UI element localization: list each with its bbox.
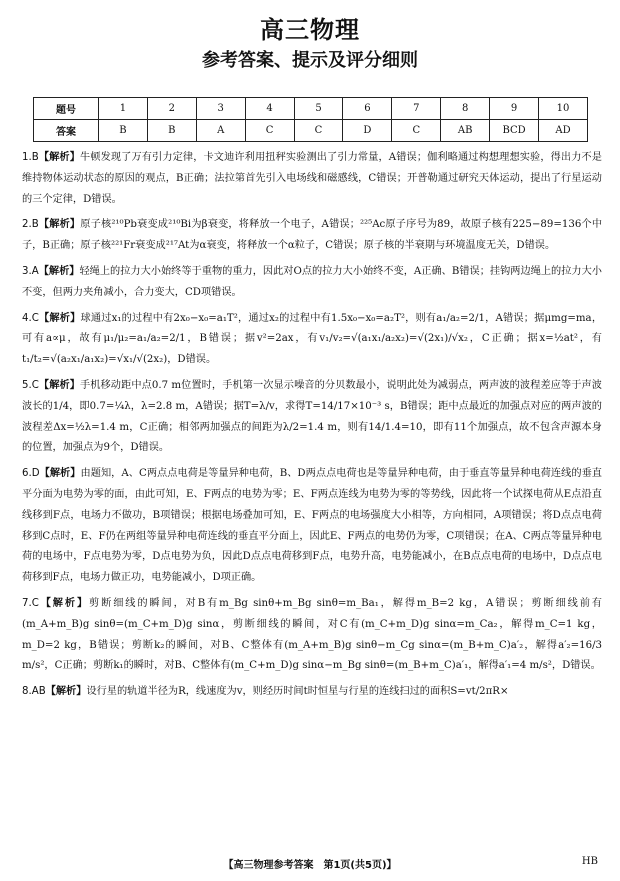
page-subtitle: 参考答案、提示及评分细则 — [202, 50, 418, 71]
solution-number: 5.C — [22, 379, 39, 391]
solution-number: 3.A — [22, 265, 39, 277]
question-number: 4 — [245, 98, 294, 120]
solution-text: 球通过x₁的过程中有2x₀−x₀=a₁T²，通过x₂的过程中有1.5x₀−x₀=a₂T²，则有a₁/a₂=2/1，A错误；据μmg=ma，可有a∝μ，故有μ₁/μ₂=a₁/a₂=2/1，B错误；据v²=2ax，有v₁/v₂=√(a₁x₁/a₂x₂)=√(2x₁)/√x₂，C正确；据x=½at²，有t₁/t₂=√(a₂x₁/a₁x₂)=√x₁/√(2x₂)，D错误。 — [22, 312, 603, 366]
answer-cell: AD — [539, 120, 588, 142]
analysis-tag: 【解析】 — [39, 468, 81, 480]
question-number: 3 — [196, 98, 245, 120]
solution-item — [22, 262, 602, 304]
answer-cell: B — [147, 120, 196, 142]
analysis-tag: 【解析】 — [38, 312, 81, 324]
question-number: 5 — [294, 98, 343, 120]
analysis-tag: 【解析】 — [38, 379, 80, 391]
question-number: 10 — [539, 98, 588, 120]
solution-item — [22, 148, 602, 210]
analysis-tag: 【解析】 — [38, 219, 81, 231]
solution-item — [22, 682, 602, 703]
answer-cell: AB — [441, 120, 490, 142]
analysis-tag: 【解析】 — [38, 597, 90, 609]
question-number: 7 — [392, 98, 441, 120]
answer-table-answer-row — [34, 120, 588, 142]
answer-cell: A — [196, 120, 245, 142]
solution-number: 7.C — [22, 597, 39, 609]
question-number-label: 题号 — [34, 98, 99, 120]
solution-number: 2.B — [22, 219, 39, 231]
page-title: 高三物理 — [260, 16, 360, 44]
solution-text: 牛顿发现了万有引力定律，卡文迪许利用扭秤实验测出了引力常量，A错误；伽利略通过构想理想实验，得出力不是维持物体运动状态的原因的观点，B正确；法拉第首先引入电场线和磁感线，C错误；开普勒通过研究天体运动，提出了行星运动的三个定律，D错误。 — [22, 152, 602, 205]
solution-item — [22, 594, 602, 677]
question-number: 9 — [490, 98, 539, 120]
answer-cell: C — [294, 120, 343, 142]
solution-number: 1.B — [22, 152, 39, 163]
solution-text: 原子核²¹⁰Pb衰变成²¹⁰Bi为β衰变，将释放一个电子，A错误；²²⁵Ac原子序号为89，故原子核有225−89=136个中子，B正确；原子核²²¹Fr衰变成²¹⁷At为α衰变，将释放一个α粒子，C错误；原子核的半衰期与环境温度无关，D错误。 — [22, 219, 603, 252]
solution-item — [22, 464, 602, 589]
answer-table-header-row — [34, 98, 588, 120]
question-number: 8 — [441, 98, 490, 120]
solution-text: 由题知，A、C两点点电荷是等量异种电荷，B、D两点点电荷也是等量异种电荷，由于垂直等量异种电荷连线的垂直平分面为电势为零的面，由此可知，E、F两点的电势为零；E、F两点连线为电势为零的等势线，因此将一个试探电荷从E点沿直线移到F点，电场力不做功，B项错误；根据电场叠加可知，E、F两点的电场强度大小相等，方向相同，A项错误；将D点点电荷移到C点时，E、F仍在两组等量异种电荷连线的垂直平分面上，因此E、F两点的电势仍为零，C项错误；在A、C两点等量异种电荷的电场中，F点电势为零，D点电势为负，因此D点点电荷移到F点，电势升高，电势能减小，在B点点电荷的电场中，D点点电荷移到F点，电场力做正功，电势能减小，D项正确。 — [22, 468, 602, 584]
answer-label: 答案 — [34, 120, 99, 142]
solution-item — [22, 309, 602, 371]
solution-number: 4.C — [22, 312, 39, 324]
analysis-tag: 【解析】 — [45, 686, 87, 698]
analysis-tag: 【解析】 — [38, 152, 80, 163]
solution-text: 轻绳上的拉力大小始终等于重物的重力，因此对O点的拉力大小始终不变，A正确、B错误；挂钩两边绳上的拉力大小不变，但两力夹角减小，合力变大，CD项错误。 — [22, 265, 602, 298]
answer-cell: C — [392, 120, 441, 142]
answer-cell: C — [245, 120, 294, 142]
solution-text: 设行星的轨道半径为R，线速度为v，则经历时间t时恒星与行星的连线扫过的面积S=vt/2πR× — [86, 686, 509, 698]
solution-text: 剪断细线的瞬间，对B有m_Bg sinθ+m_Bg sinθ=m_Ba₁，解得m_B=2 kg，A错误；剪断细线前有(m_A+m_B)g sinθ=(m_C+m_D)g sinα，剪断细线的瞬间，对C有(m_C+m_D)g sinα=m_Ca₂，解得m_C=1 kg，m_D=2 kg，B错误；剪断k₂的瞬间，对B、C整体有(m_A+m_B)g sinθ−m_Cg sinα=(m_B+m_C)a′₂，解得a′₂=16/3 m/s²，C正确；剪断k₁的瞬时，对B、C整体有(m_C+m_D)g sinα−m_Bg sinθ=(m_B+m_C)a′₁，解得a′₁=4 m/s²，D错误。 — [22, 597, 602, 672]
analysis-tag: 【解析】 — [38, 265, 80, 277]
answer-cell: D — [343, 120, 392, 142]
question-number: 6 — [343, 98, 392, 120]
solution-item — [22, 215, 602, 257]
question-number: 2 — [147, 98, 196, 120]
answer-cell: B — [99, 120, 148, 142]
solution-text: 手机移动距中点0.7 m位置时，手机第一次显示噪音的分贝数最小，说明此处为减弱点，两声波的波程差应等于声波波长的1/4，即0.7=¼λ，λ=2.8 m，A错误；据T=λ/v，求得T=14/17×10⁻³ s，B错误；距中点最近的加强点对应的两声波的波程差Δx=½λ=1.4 m，C正确；相邻两加强点的间距为λ/2=1.4 m，则有14/1.4=10，即有11个加强点，故不包含声源本身的位置，加强点为9个，D错误。 — [22, 379, 602, 454]
solution-item — [22, 376, 602, 459]
solution-number: 8.AB — [22, 686, 46, 698]
page-footer: 【高三物理参考答案 第1页(共5页)】 — [223, 860, 397, 871]
answer-cell: BCD — [490, 120, 539, 142]
page-code: HB — [581, 856, 598, 867]
question-number: 1 — [99, 98, 148, 120]
solutions-section — [22, 148, 602, 708]
answer-table — [33, 97, 588, 142]
solution-number: 6.D — [22, 468, 40, 480]
